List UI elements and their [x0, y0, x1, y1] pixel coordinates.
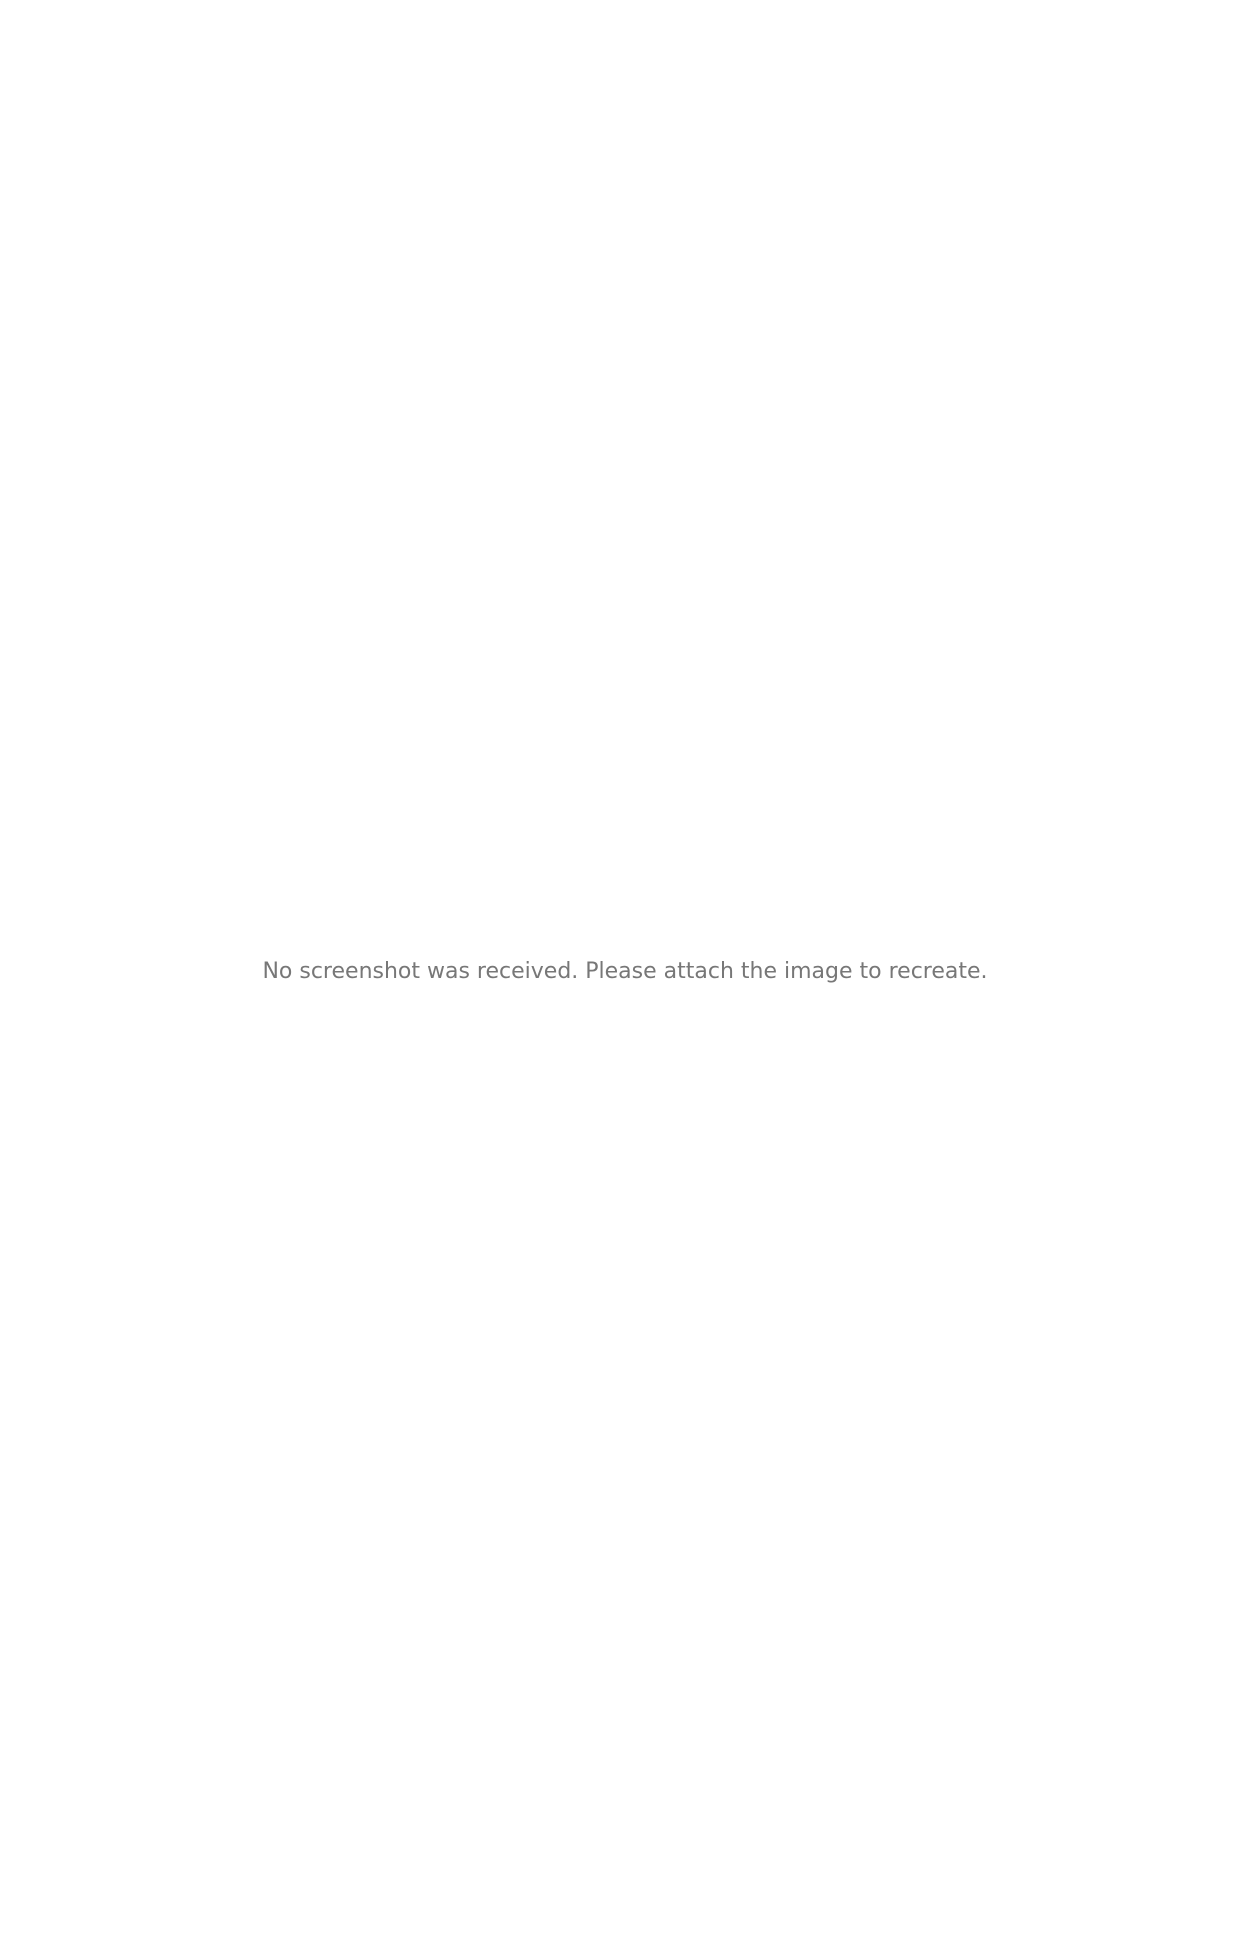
notice-text: No screenshot was received. Please attach the image to recreate.	[262, 959, 988, 984]
